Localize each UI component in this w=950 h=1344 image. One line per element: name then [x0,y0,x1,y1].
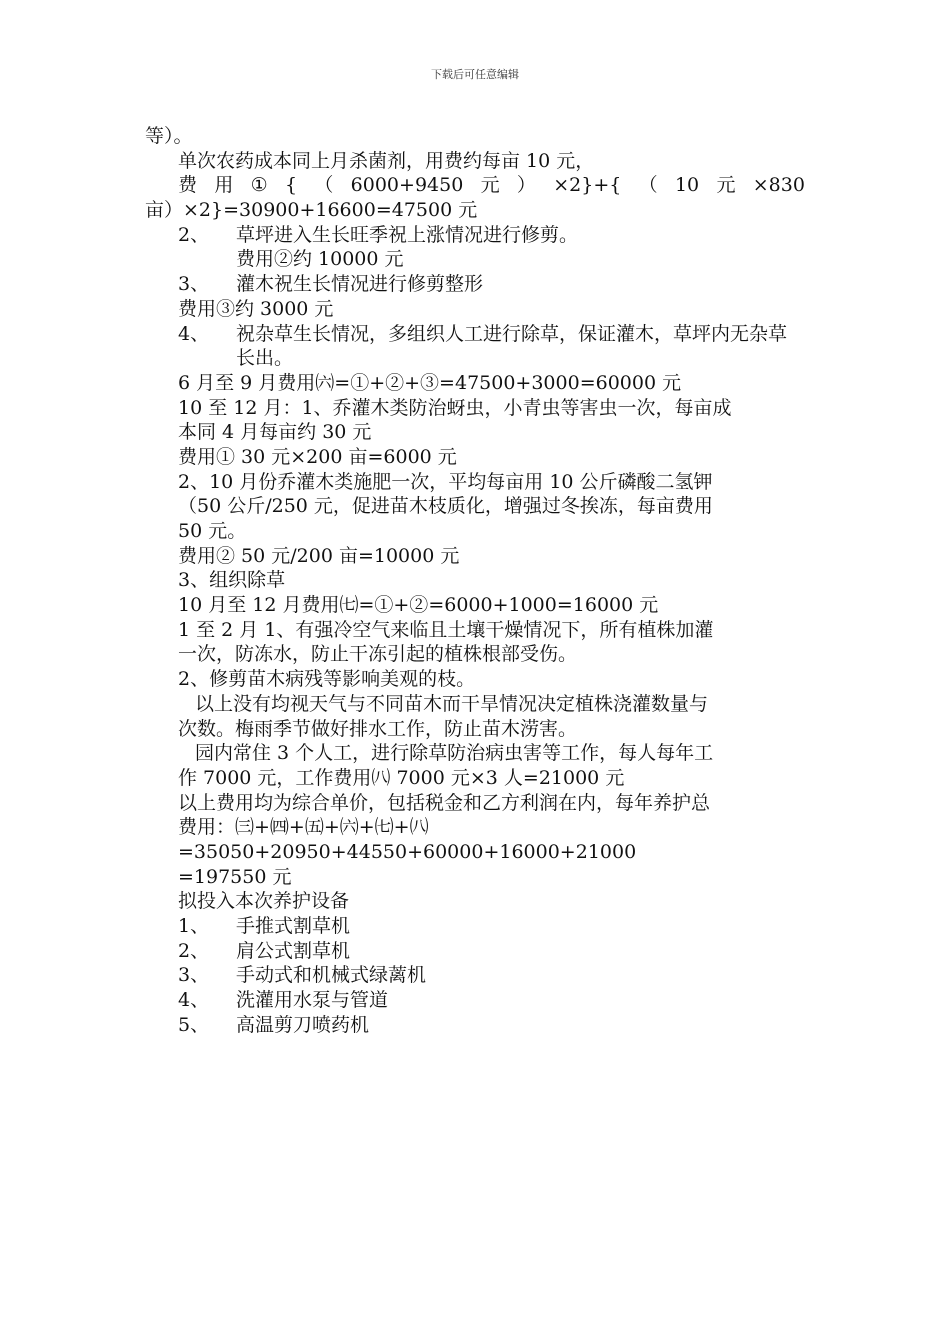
equipment-item [145,939,805,964]
formula-token: ① [250,174,268,197]
list-number: 5、 [178,1013,210,1036]
text-line: 费用：㈢+㈣+㈤+㈥+㈦+㈧ [178,816,429,839]
text-line: 以上费用均为综合单价，包括税金和乙方利润在内，每年养护总 [178,791,711,814]
list-number: 3、 [178,273,210,296]
formula-token: 元 [480,174,500,197]
list-number: 1、 [178,915,210,938]
text-line: 费用② 50 元/200 亩=10000 元 [178,544,460,567]
list-number: 2、 [178,939,210,962]
text-line: 以上没有均视天气与不同苗木而干旱情况决定植株浇灌数量与 [195,692,709,715]
equipment-item [145,963,805,988]
list-text: 手动式和机械式绿蓠机 [236,964,427,987]
text-line: 10 至 12 月：1、乔灌木类防治蚜虫，小青虫等害虫一次，每亩成 [178,396,732,419]
equipment-item [145,914,805,939]
list-text: 肩公式割草机 [236,939,351,962]
list-text: 祝杂草生长情况，多组织人工进行除草，保证灌木，草坪内无杂草长出。 [236,322,788,370]
formula-token: 用 [214,174,234,197]
text-line: 次数。梅雨季节做好排水工作，防止苗木涝害。 [178,717,578,740]
list-item [145,272,805,297]
text-line: 单次农药成本同上月杀菌剂，用费约每亩 10 元， [178,149,595,172]
text-line: 园内常住 3 个人工，进行除草防治病虫害等工作，每人每年工 [195,742,714,765]
list-text: 洗灌用水泵与管道 [236,989,389,1012]
equipment-item [145,988,805,1013]
formula-token: ） [516,174,536,197]
text-line: 费用②约 10000 元 [236,248,404,271]
list-text: 高温剪刀喷药机 [236,1013,370,1036]
list-text: 草坪进入生长旺季祝上涨情况进行修剪。 [236,223,579,246]
list-number: 4、 [178,322,210,345]
text-line: 6 月至 9 月费用㈥=①+②+③=47500+3000=60000 元 [178,371,682,394]
text-line: 作 7000 元，工作费用㈧ 7000 元×3 人=21000 元 [178,766,625,789]
formula-token: 10 [674,174,700,197]
text-line: 费用③约 3000 元 [178,297,334,320]
list-number: 3、 [178,964,210,987]
formula-token: （ [638,174,658,197]
formula-token: { [284,174,298,197]
formula-token: ×830 [752,174,805,197]
list-item [145,322,805,371]
text-line: 费用① 30 元×200 亩=6000 元 [178,445,457,468]
formula-token: 6000+9450 [350,174,464,197]
formula-token: 元 [716,174,736,197]
text-line: 亩）×2}=30900+16600=47500 元 [145,199,478,222]
list-number: 4、 [178,989,210,1012]
list-text: 手推式割草机 [236,915,351,938]
text-line: 2、修剪苗木病残等影响美观的枝。 [178,668,476,691]
text-line: 一次，防冻水，防止干冻引起的植株根部受伤。 [178,643,578,666]
text-line: =35050+20950+44550+60000+16000+21000 [178,840,637,863]
text-line: 拟投入本次养护设备 [178,890,350,913]
text-line: 50 元。 [178,520,247,543]
equipment-item [145,1013,805,1038]
list-item [145,223,805,248]
formula-token: 费 [178,174,198,197]
text-line: =197550 元 [178,865,292,888]
formula-token: ×2}+{ [553,174,622,197]
list-text: 灌木祝生长情况进行修剪整形 [236,273,484,296]
formula-token: （ [314,174,334,197]
justified-formula-line [145,173,805,198]
text-line: （50 公斤/250 元，促进苗木枝质化，增强过冬挨冻，每亩费用 [178,495,713,518]
text-line: 1 至 2 月 1、有强冷空气来临且土壤干燥情况下，所有植株加灌 [178,618,714,641]
text-line: 本同 4 月每亩约 30 元 [178,421,372,444]
list-number: 2、 [178,223,210,246]
page-header: 下载后可任意编辑 [431,68,519,81]
text-line: 2、10 月份乔灌木类施肥一次，平均每亩用 10 公斤磷酸二氢钾 [178,470,713,493]
text-line: 等）。 [145,125,193,147]
text-line: 10 月至 12 月费用㈦=①+②=6000+1000=16000 元 [178,594,659,617]
document-body [145,124,805,1037]
text-line: 3、组织除草 [178,569,286,592]
